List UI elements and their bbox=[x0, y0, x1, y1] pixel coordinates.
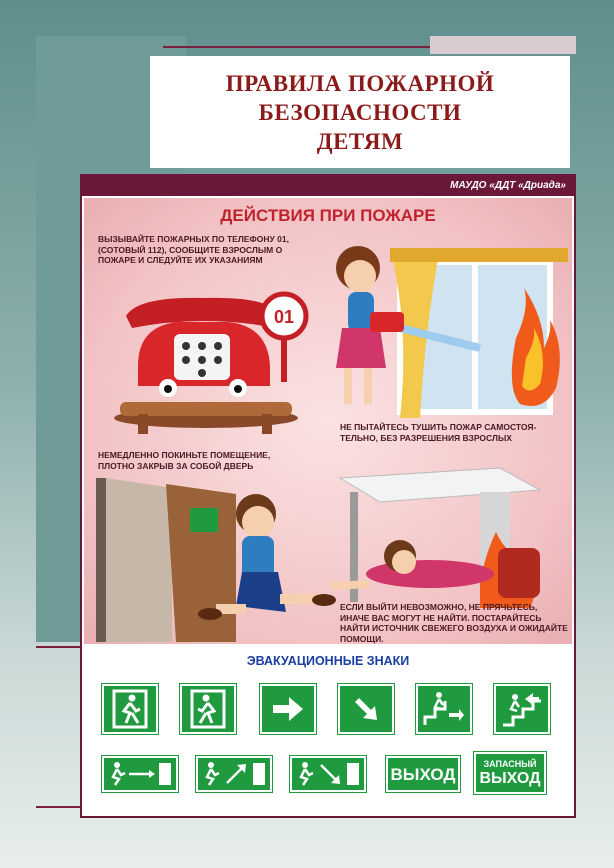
exit-door-left-icon bbox=[102, 684, 158, 734]
run-down-right-door-icon bbox=[290, 756, 366, 792]
evacuation-heading: ЭВАКУАЦИОННЫЕ ЗНАКИ bbox=[246, 654, 410, 668]
page-title-line-1: ПРАВИЛА ПОЖАРНОЙ bbox=[225, 70, 495, 96]
caption-dont-hide: ЕСЛИ ВЫЙТИ НЕВОЗМОЖНО, НЕ ПРЯЧЬТЕСЬ, ИНАЧЕ ВАС МОГУТ НЕ НАЙТИ. ПОСТАРАЙТЕСЬ НАЙТИ ИСТОЧНИК СВЕЖЕГО ВОЗДУХА И ОЖИДАЙТЕ ПОМОЩИ. bbox=[340, 602, 568, 644]
emergency-exit-top-label: ЗАПАСНЫЙ bbox=[483, 758, 537, 769]
emergency-exit-bottom-label: ВЫХОД bbox=[479, 769, 541, 787]
caption-call-firefighters: ВЫЗЫВАЙТЕ ПОЖАРНЫХ ПО ТЕЛЕФОНУ 01, (СОТОВЫЙ 112), СООБЩИТЕ ВЗРОСЛЫМ О ПОЖАРЕ И СЛЕДУЙТЕ ИХ УКАЗАНИЯМ bbox=[98, 234, 289, 265]
section-heading: ДЕЙСТВИЯ ПРИ ПОЖАРЕ bbox=[220, 206, 436, 225]
emergency-exit-sign bbox=[474, 752, 546, 794]
title-card bbox=[150, 56, 570, 168]
stairs-down-icon bbox=[416, 684, 472, 734]
exit-sign: ВЫХОД bbox=[386, 756, 460, 792]
telephone-illustration bbox=[98, 276, 318, 436]
caption-dont-extinguish: НЕ ПЫТАЙТЕСЬ ТУШИТЬ ПОЖАР САМОСТОЯ-ТЕЛЬНО, БЕЗ РАЗРЕШЕНИЯ ВЗРОСЛЫХ bbox=[340, 422, 537, 443]
boy-leaving-room-illustration bbox=[96, 474, 336, 642]
stairs-up-icon bbox=[494, 684, 550, 734]
run-up-right-door-icon bbox=[196, 756, 272, 792]
arrow-down-right-icon bbox=[338, 684, 394, 734]
girl-watering-fire-illustration bbox=[330, 228, 568, 424]
organization-label: МАУДО «ДДТ «Дриада» bbox=[82, 176, 574, 196]
mid-decor-line bbox=[36, 646, 82, 648]
run-right-door-icon bbox=[102, 756, 178, 792]
arrow-right-icon bbox=[260, 684, 316, 734]
page-title-line-3: ДЕТЯМ bbox=[316, 128, 404, 154]
caption-leave-room: НЕМЕДЛЕННО ПОКИНЬТЕ ПОМЕЩЕНИЕ, ПЛОТНО ЗАКРЫВ ЗА СОБОЙ ДВЕРЬ bbox=[98, 450, 271, 471]
phone-number-label: 01 bbox=[273, 307, 295, 327]
actions-section bbox=[84, 198, 572, 644]
pink-accent-tab bbox=[430, 36, 576, 54]
fire-safety-poster bbox=[80, 174, 576, 818]
page-title-line-2: БЕЗОПАСНОСТИ bbox=[258, 99, 462, 125]
girl-under-table-illustration bbox=[330, 462, 568, 612]
exit-door-right-icon bbox=[180, 684, 236, 734]
